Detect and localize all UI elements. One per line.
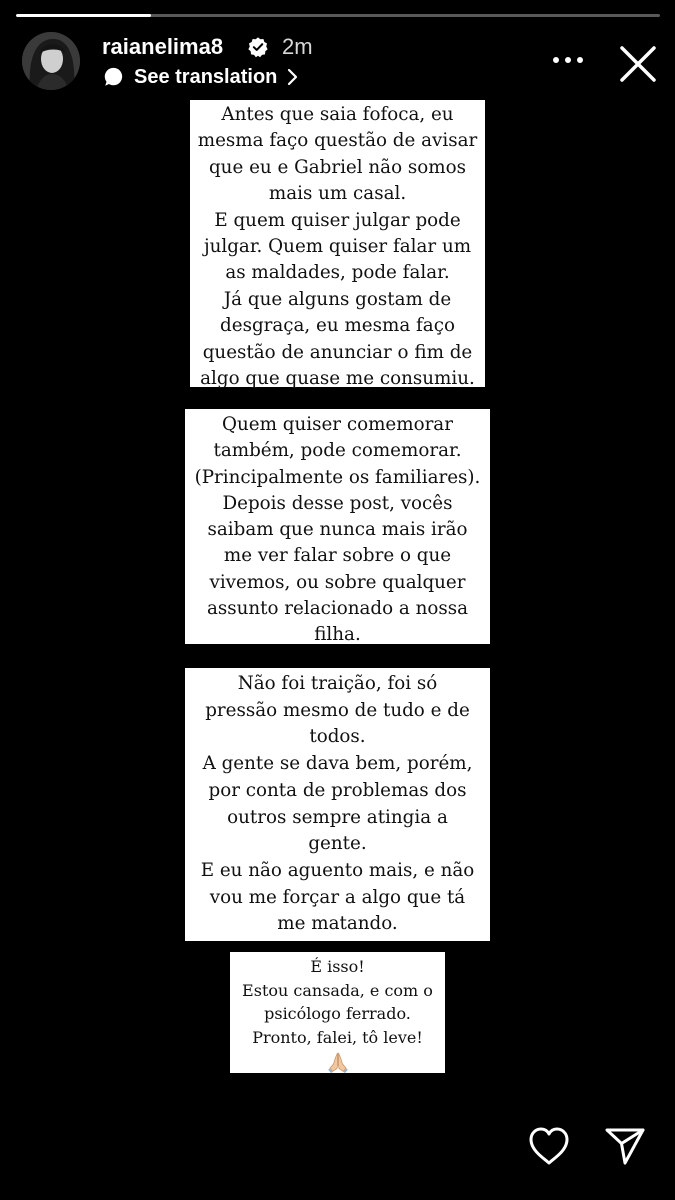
card-line: por conta de problemas dos [208, 779, 467, 801]
card-line: A gente se dava bem, porém, [202, 753, 473, 775]
card-line: psicólogo ferrado. [264, 1004, 411, 1023]
card-emoji-line [230, 1049, 445, 1074]
card-line: me matando. [277, 913, 398, 935]
card-line: outros sempre atingia a [227, 806, 448, 828]
card-line: vou me forçar a algo que tá [209, 886, 466, 908]
card-line: mais um casal. [268, 183, 407, 205]
translation-bubble-icon [102, 66, 124, 88]
card-line: Pronto, falei, tô leve! [252, 1027, 423, 1047]
praying-hands-emoji [326, 1050, 350, 1074]
card-line: Já que alguns gostam de [223, 288, 452, 310]
card-line: Antes que saia fofoca, eu [221, 104, 454, 125]
chevron-right-icon [285, 68, 299, 86]
verified-badge-icon [247, 36, 269, 58]
card-line: Depois desse post, vocês [222, 492, 453, 514]
card-line: também, pode comemorar. [213, 440, 462, 462]
story-text-card [230, 952, 445, 1073]
card-line: E quem quiser julgar pode [214, 209, 461, 231]
card-line: filha. [314, 624, 361, 646]
see-translation-button[interactable] [102, 64, 299, 90]
story-text-card [185, 409, 490, 644]
card-line: assunto relacionado a nossa [206, 598, 469, 620]
card-line: gente. [308, 833, 367, 855]
card-line: É isso! [310, 957, 365, 976]
heart-icon[interactable] [526, 1124, 572, 1168]
story-text-card [185, 668, 490, 941]
story-header [0, 30, 675, 94]
close-icon[interactable] [612, 38, 664, 90]
card-line: Não foi traição, foi só [237, 673, 438, 694]
card-line: (Principalmente os familiares). [194, 466, 481, 488]
card-line: vivemos, ou sobre qualquer [209, 571, 466, 593]
card-line: pressão mesmo de tudo e de [205, 699, 470, 721]
story-progress-fill [16, 14, 151, 17]
story-text-card [190, 100, 485, 390]
card-line: mesma faço questão de avisar [197, 130, 478, 152]
card-line: todos. [309, 726, 366, 748]
card-line: questão de anunciar o fim de [202, 341, 473, 363]
card-line: saibam que nunca mais irão [207, 519, 468, 541]
card-line: me ver falar sobre o que [223, 545, 452, 567]
avatar[interactable] [22, 32, 80, 90]
see-translation-label: See translation [134, 65, 278, 88]
username[interactable]: raianelima8 [102, 34, 224, 59]
more-options-icon[interactable] [548, 44, 588, 76]
card-line: as maldades, pode falar. [225, 262, 450, 284]
card-line: algo que quase me consumiu. [200, 368, 475, 390]
timestamp: 2m [282, 34, 313, 59]
card-line: E eu não aguento mais, e não [200, 859, 475, 881]
card-line: julgar. Quem quiser falar um [203, 236, 472, 258]
card-line: que eu e Gabriel não somos [208, 156, 466, 178]
send-icon[interactable] [602, 1124, 648, 1168]
card-line: Estou cansada, e com o [242, 980, 433, 1000]
card-line: desgraça, eu mesma faço [220, 315, 455, 337]
story-progress-bar [16, 14, 660, 17]
card-line: Quem quiser comemorar [222, 414, 453, 435]
